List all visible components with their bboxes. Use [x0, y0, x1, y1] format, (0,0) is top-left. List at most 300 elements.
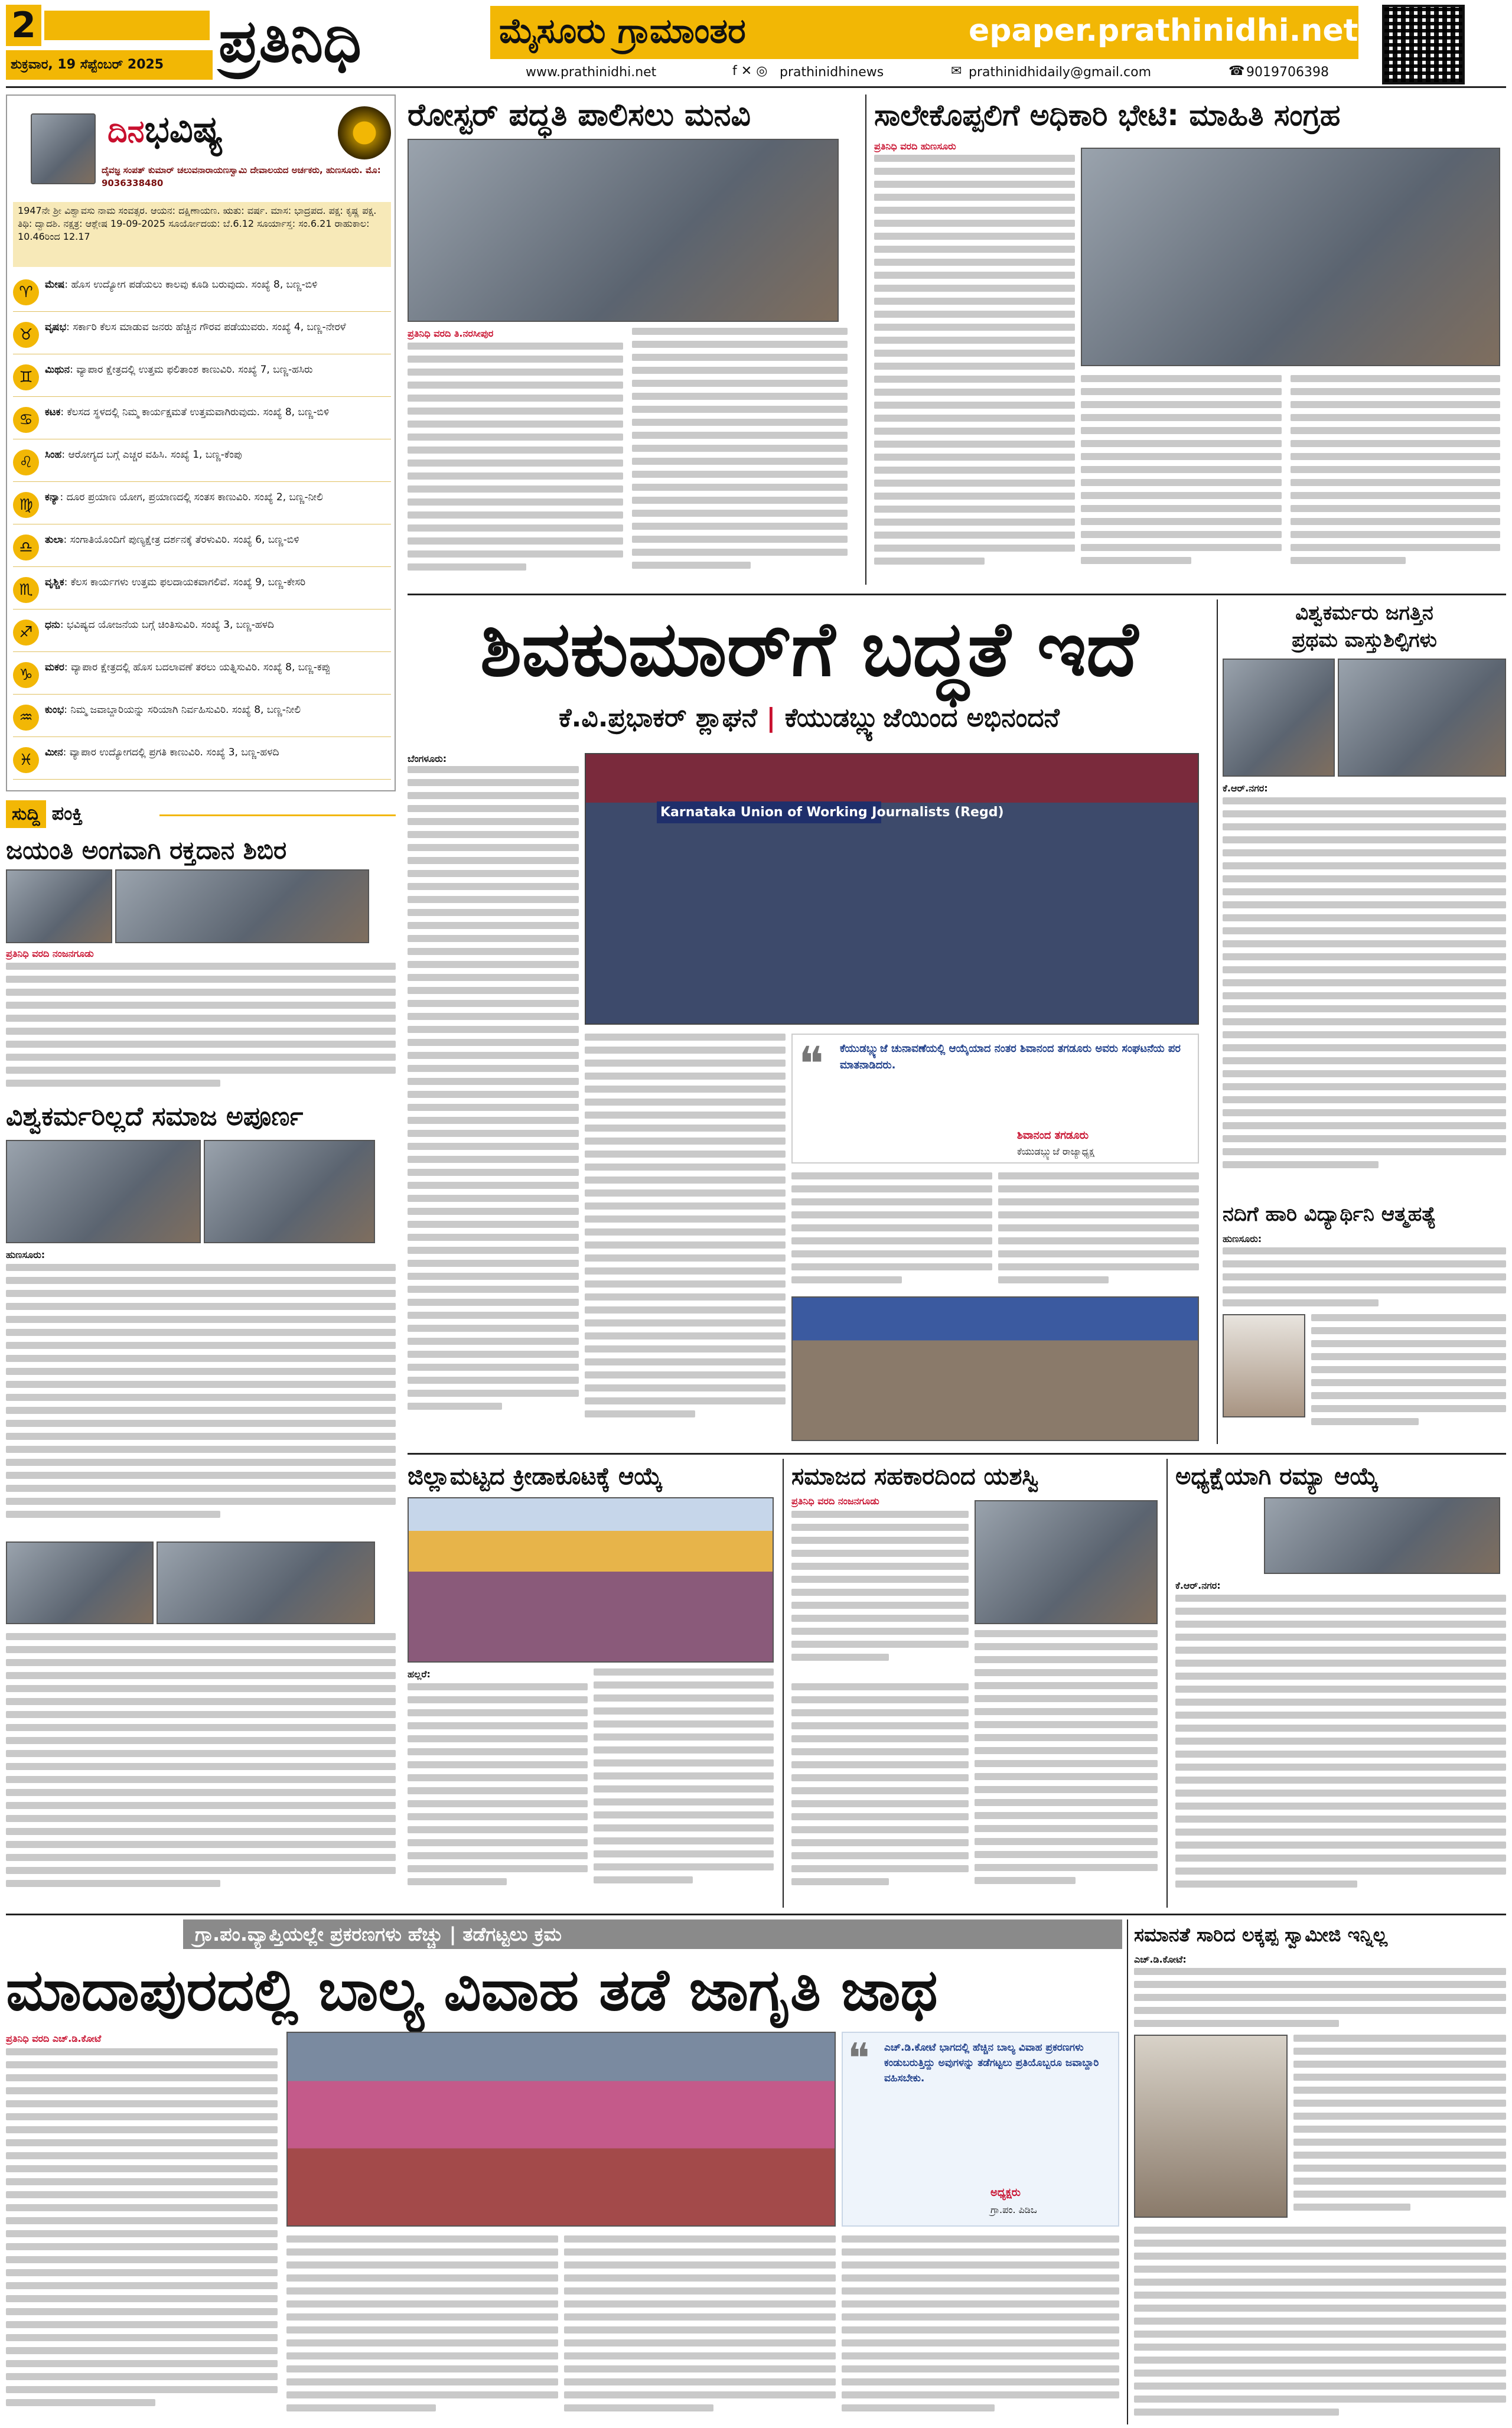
horoscope-box: [6, 94, 396, 791]
ramya-photo: [1264, 1497, 1500, 1574]
zodiac-sign-icon: ♑: [13, 662, 39, 688]
text-line: [975, 1877, 1076, 1884]
text-line: [408, 1247, 579, 1254]
article-suicide: [1223, 1199, 1506, 1444]
text-line: [842, 2287, 1119, 2295]
zodiac-separator: :: [60, 406, 67, 418]
x-icon[interactable]: ✕: [741, 64, 752, 79]
text-line: [1134, 2253, 1506, 2260]
article-child-marriage: [6, 1919, 1122, 2424]
text-line: [842, 2248, 1119, 2256]
text-line: [1291, 531, 1500, 538]
text-line: [6, 1511, 220, 1518]
article-ramya: [1175, 1459, 1506, 1908]
text-line: [594, 1707, 774, 1715]
text-line: [874, 558, 985, 565]
website-link[interactable]: www.prathinidhi.net: [526, 65, 657, 80]
text-line: [408, 1826, 588, 1833]
text-line: [1134, 2292, 1506, 2299]
text-line: [6, 1041, 396, 1048]
text-line: [6, 1264, 396, 1271]
text-line: [1293, 2035, 1506, 2042]
text-line: [585, 1358, 786, 1365]
zodiac-text: [45, 363, 313, 392]
masthead: [0, 0, 1512, 89]
text-line: [874, 168, 1075, 175]
zodiac-text: [45, 533, 299, 562]
text-line: [791, 1878, 889, 1885]
sahakara-body-col1: [791, 1511, 969, 1676]
text-line: [6, 1711, 396, 1718]
zodiac-name: ಮಕರ: [45, 661, 64, 673]
text-line: [874, 207, 1075, 214]
masthead-rule: [6, 86, 1506, 88]
text-line: [1311, 1340, 1506, 1347]
text-line: [6, 1737, 396, 1744]
main-body-col1: [408, 766, 579, 1439]
text-line: [6, 2048, 278, 2055]
vishwakarma-left-photo-1: [6, 1140, 201, 1243]
text-line: [6, 1841, 396, 1848]
text-line: [408, 395, 623, 402]
text-line: [975, 1630, 1158, 1637]
text-line: [791, 1276, 902, 1283]
text-line: [791, 1237, 992, 1244]
text-line: [1291, 492, 1500, 499]
text-line: [1081, 518, 1282, 525]
child-marriage-quote: ಎಚ್.ಡಿ.ಕೋಟೆ ಭಾಗದಲ್ಲಿ ಹೆಚ್ಚಿನ ಬಾಲ್ಯ ವಿವಾಹ ಪ್ರಕರಣಗಳು ಕಂಡುಬರುತ್ತಿದ್ದು ಅವುಗಳನ್ನು ತಡೆಗಟ್ಟಲು ಪ್ರತಿಯೊಬ್ಬರೂ ಜವಾಬ್ದಾರಿ ವಹಿಸಬೇಕು.: [884, 2042, 1099, 2084]
text-line: [1293, 2061, 1506, 2068]
child-marriage-body-col3: [564, 2235, 836, 2419]
main-body-col3: [791, 1172, 992, 1290]
text-line: [791, 1787, 969, 1794]
zodiac-name: ಮಿಥುನ: [45, 363, 70, 376]
text-line: [408, 472, 623, 480]
text-line: [408, 948, 579, 955]
child-marriage-body-col1: [6, 2048, 278, 2420]
text-line: [585, 1151, 786, 1158]
text-line: [1291, 401, 1500, 408]
text-line: [6, 1672, 396, 1679]
zodiac-row: [13, 528, 391, 567]
text-line: [874, 532, 1075, 539]
text-line: [975, 1734, 1158, 1741]
text-line: [6, 1028, 396, 1035]
text-line: [791, 1211, 992, 1218]
text-line: [1311, 1379, 1506, 1386]
text-line: [1175, 1816, 1506, 1823]
text-line: [6, 1355, 396, 1362]
zodiac-prediction: ಸಂಗಾತಿಯೊಂದಿಗೆ ಪುಣ್ಯಕ್ಷೇತ್ರ ದರ್ಶನಕ್ಕೆ ತೆರಳುವಿರಿ. ಸಂಖ್ಯೆ 6, ಬಣ್ಣ-ಬಿಳಿ: [70, 533, 299, 546]
text-line: [408, 343, 623, 350]
text-line: [1291, 453, 1500, 460]
text-line: [975, 1838, 1158, 1845]
text-line: [975, 1773, 1158, 1780]
sahakara-dateline: ಪ್ರತಿನಿಧಿ ವರದಿ ನಂಜನಗೂಡು: [791, 1495, 879, 1507]
text-line: [6, 1724, 396, 1731]
instagram-icon[interactable]: ◎: [756, 64, 768, 79]
text-line: [1175, 1686, 1506, 1693]
text-line: [842, 2235, 1119, 2243]
article-main: [408, 599, 1211, 1450]
text-line: [6, 1789, 396, 1796]
sports-dateline: ಹಲ್ಲರೆ:: [408, 1668, 431, 1680]
text-line: [286, 2365, 558, 2372]
text-line: [408, 485, 623, 493]
text-line: [1081, 479, 1282, 486]
vishwakarma-left-photo-2: [204, 1140, 375, 1243]
text-line: [408, 408, 623, 415]
text-line: [408, 1026, 579, 1033]
text-line: [286, 2274, 558, 2282]
child-marriage-dateline: ಪ್ರತಿನಿಧಿ ವರದಿ ಎಚ್.ಡಿ.ಕೋಟೆ: [6, 2033, 102, 2044]
text-line: [1081, 440, 1282, 447]
text-line: [6, 1763, 396, 1770]
text-line: [1223, 914, 1506, 921]
text-line: [1134, 2383, 1506, 2390]
zodiac-sign-icon: ♊: [13, 364, 39, 390]
text-line: [408, 1709, 588, 1716]
zodiac-sign-icon: ♌: [13, 449, 39, 475]
rule-under-top: [408, 594, 1506, 595]
text-line: [6, 1381, 396, 1388]
zodiac-separator: :: [60, 618, 67, 631]
text-line: [998, 1237, 1199, 1244]
text-line: [408, 987, 579, 994]
zodiac-separator: :: [64, 278, 71, 291]
text-line: [975, 1695, 1158, 1702]
text-line: [6, 2113, 278, 2120]
text-line: [408, 563, 526, 571]
text-line: [6, 1776, 396, 1783]
text-line: [286, 2287, 558, 2295]
text-line: [6, 1446, 396, 1453]
text-line: [6, 2061, 278, 2068]
text-line: [408, 1117, 579, 1124]
text-line: [6, 1433, 396, 1440]
text-line: [408, 779, 579, 786]
suicide-body-2: [1311, 1314, 1506, 1438]
text-line: [286, 2352, 558, 2359]
article-vishwakarma-left: [6, 1099, 396, 1530]
text-line: [6, 1472, 396, 1479]
text-line: [842, 2274, 1119, 2282]
text-line: [874, 454, 1075, 461]
text-line: [1134, 2007, 1506, 2014]
text-line: [1223, 1286, 1506, 1293]
text-line: [1081, 492, 1282, 499]
text-line: [408, 1078, 579, 1085]
text-line: [408, 1338, 579, 1345]
zodiac-row: [13, 273, 391, 312]
zodiac-text: [45, 320, 346, 350]
main-photo-2: [791, 1296, 1199, 1441]
text-line: [998, 1198, 1199, 1205]
zodiac-prediction: ದೂರ ಪ್ರಯಾಣ ಯೋಗ, ಪ್ರಯಾಣದಲ್ಲಿ ಸಂತಸ ಕಾಣುವಿರಿ. ಸಂಖ್ಯೆ 2, ಬಣ್ಣ-ನೀಲಿ: [66, 491, 323, 503]
zodiac-row: [13, 741, 391, 780]
zodiac-prediction: ನಿಮ್ಮ ಜವಾಬ್ದಾರಿಯನ್ನು ಸರಿಯಾಗಿ ನಿರ್ವಹಿಸುವಿರಿ. ಸಂಖ್ಯೆ 8, ಬಣ್ಣ-ನೀಲಿ: [70, 703, 301, 716]
text-line: [286, 2391, 558, 2398]
text-line: [6, 2165, 278, 2172]
swamiji-body-2: [1293, 2035, 1506, 2218]
text-line: [975, 1708, 1158, 1715]
text-line: [975, 1812, 1158, 1819]
text-line: [585, 1332, 786, 1340]
sahakara-photo: [975, 1500, 1158, 1624]
text-line: [408, 524, 623, 532]
text-line: [1081, 466, 1282, 473]
zodiac-name: ವೃಷಭ: [45, 321, 67, 333]
text-line: [1134, 2370, 1506, 2377]
sports-headline: ಜಿಲ್ಲಾಮಟ್ಟದ ಕ್ರೀಡಾಕೂಟಕ್ಕೆ ಆಯ್ಕೆ: [408, 1463, 663, 1490]
sports-body-col2: [594, 1668, 774, 1902]
text-line: [975, 1864, 1158, 1871]
text-line: [408, 369, 623, 376]
text-line: [585, 1306, 786, 1314]
text-line: [874, 233, 1075, 240]
text-line: [1223, 1109, 1506, 1116]
text-line: [842, 2326, 1119, 2334]
salekoppalu-body-col2: [1081, 375, 1282, 579]
text-line: [1291, 544, 1500, 551]
qr-code-icon[interactable]: [1382, 5, 1465, 84]
text-line: [594, 1811, 774, 1818]
text-line: [1223, 823, 1506, 830]
text-line: [6, 1067, 396, 1074]
text-line: [632, 354, 848, 361]
text-line: [1223, 1044, 1506, 1051]
facebook-icon[interactable]: f: [732, 64, 737, 79]
text-line: [1175, 1647, 1506, 1654]
text-line: [632, 510, 848, 517]
text-line: [6, 1277, 396, 1284]
text-line: [1134, 2305, 1506, 2312]
text-line: [1223, 1070, 1506, 1077]
text-line: [408, 382, 623, 389]
text-line: [1291, 414, 1500, 421]
text-line: [791, 1641, 969, 1648]
zodiac-text: [45, 575, 305, 605]
text-line: [791, 1550, 969, 1557]
text-line: [842, 2313, 1119, 2321]
sahakara-body-col1b: [791, 1683, 969, 1902]
date-bar-top: [44, 11, 210, 40]
text-line: [842, 2391, 1119, 2398]
text-line: [791, 1563, 969, 1570]
text-line: [408, 1065, 579, 1072]
text-line: [408, 1735, 588, 1742]
text-line: [408, 922, 579, 929]
text-line: [1293, 2139, 1506, 2146]
text-line: [791, 1198, 992, 1205]
quote-mark-icon: ❝: [799, 1037, 825, 1091]
horoscope-title-main: ಭವಿಷ್ಯ: [144, 107, 223, 151]
text-line: [6, 1802, 396, 1809]
zodiac-name: ಕಟಕ: [45, 406, 61, 418]
text-line: [791, 1709, 969, 1716]
text-line: [1223, 1018, 1506, 1025]
text-line: [791, 1524, 969, 1531]
text-line: [594, 1772, 774, 1780]
zodiac-sign-icon: ♋: [13, 407, 39, 433]
text-line: [594, 1746, 774, 1754]
text-line: [874, 441, 1075, 448]
zodiac-separator: :: [64, 576, 71, 588]
text-line: [1175, 1621, 1506, 1628]
article-blood: [6, 833, 396, 1093]
text-line: [6, 1646, 396, 1653]
zodiac-separator: :: [61, 448, 69, 461]
text-line: [975, 1760, 1158, 1767]
text-line: [408, 459, 623, 467]
rule-child-swamiji: [1127, 1919, 1128, 2424]
email-icon: ✉: [951, 64, 962, 79]
zodiac-text: [45, 448, 242, 477]
text-line: [1134, 2409, 1339, 2416]
text-line: [632, 536, 848, 543]
text-line: [1081, 427, 1282, 434]
zodiac-prediction: ವ್ಯಾಪಾರ ಕ್ಷೇತ್ರದಲ್ಲಿ ಉತ್ತಮ ಫಲಿತಾಂಶ ಕಾಣುವಿರಿ. ಸಂಖ್ಯೆ 7, ಬಣ್ಣ-ಹಸಿರು: [76, 363, 313, 376]
text-line: [408, 1761, 588, 1768]
text-line: [594, 1668, 774, 1676]
text-line: [6, 1828, 396, 1835]
text-line: [874, 350, 1075, 357]
text-line: [1175, 1790, 1506, 1797]
text-line: [1081, 531, 1282, 538]
email-link[interactable]: prathinidhidaily@gmail.com: [969, 65, 1152, 80]
text-line: [1134, 2279, 1506, 2286]
text-line: [594, 1759, 774, 1767]
text-line: [408, 1286, 579, 1293]
text-line: [6, 1303, 396, 1310]
vishwakarma-right-body: [1223, 797, 1506, 1187]
text-line: [791, 1511, 969, 1518]
text-line: [286, 2339, 558, 2346]
text-line: [585, 1215, 786, 1223]
ramya-dateline: ಕೆ.ಆರ್.ನಗರ:: [1175, 1580, 1221, 1591]
phone-number[interactable]: 9019706398: [1246, 65, 1329, 80]
text-line: [1293, 2100, 1506, 2107]
text-line: [594, 1824, 774, 1831]
epaper-link[interactable]: epaper.prathinidhi.net: [969, 13, 1358, 48]
text-line: [1291, 518, 1500, 525]
text-line: [408, 766, 579, 773]
text-line: [408, 1208, 579, 1215]
text-line: [998, 1263, 1199, 1270]
text-line: [1223, 992, 1506, 999]
text-line: [791, 1722, 969, 1729]
text-line: [1223, 1122, 1506, 1129]
text-line: [6, 1329, 396, 1336]
text-line: [408, 1800, 588, 1807]
text-line: [408, 1013, 579, 1020]
article-swamiji: [1134, 1919, 1506, 2424]
vishwakarma-left-dateline: ಹುಣಸೂರು:: [6, 1249, 45, 1260]
text-line: [1223, 979, 1506, 986]
text-line: [408, 1403, 502, 1410]
main-subhead-right: ಕೆಯುಡಬ್ಲ್ಯುಜೆಯಿಂದ ಅಭಿನಂದನೆ: [784, 703, 1060, 733]
text-line: [6, 2217, 278, 2224]
suddi-prefix: ಸುದ್ದಿ: [6, 800, 46, 828]
text-line: [408, 1195, 579, 1202]
sign-list: [13, 273, 391, 787]
text-line: [585, 1125, 786, 1132]
social-handle[interactable]: prathinidhinews: [780, 65, 884, 80]
child-marriage-body-col4: [842, 2235, 1119, 2419]
text-line: [408, 1130, 579, 1137]
text-line: [585, 1202, 786, 1210]
swamiji-photo: [1134, 2035, 1288, 2218]
blood-photo-2: [115, 869, 369, 943]
text-line: [998, 1185, 1199, 1192]
vishwakarma-right-dateline: ಕೆ.ಆರ್.ನಗರ:: [1223, 783, 1268, 794]
zodiac-prediction: ಸರ್ಕಾರಿ ಕೆಲಸ ಮಾಡುವ ಜನರು ಹೆಚ್ಚಿನ ಗೌರವ ಪಡೆಯುವರು. ಸಂಖ್ಯೆ 4, ಬಣ್ಣ-ನೇರಳೆ: [73, 321, 346, 333]
text-line: [874, 402, 1075, 409]
text-line: [408, 1787, 588, 1794]
horoscope-title-prefix: ದಿನ: [107, 114, 145, 149]
text-line: [632, 458, 848, 465]
phone-icon: ☎: [1228, 64, 1245, 79]
text-line: [408, 1312, 579, 1319]
text-line: [632, 549, 848, 556]
text-line: [594, 1798, 774, 1805]
text-line: [408, 1234, 579, 1241]
zodiac-row: [13, 698, 391, 737]
text-line: [975, 1682, 1158, 1689]
zodiac-row: [13, 613, 391, 652]
date-bar: [6, 50, 213, 80]
text-line: [791, 1826, 969, 1833]
text-line: [6, 2139, 278, 2146]
text-line: [6, 2347, 278, 2354]
text-line: [6, 1420, 396, 1427]
main-quote-text: ಕೆಯುಡಬ್ಲ್ಯುಜೆ ಚುನಾವಣೆಯಲ್ಲಿ ಆಯ್ಕೆಯಾದ ನಂತರ ಶಿವಾನಂದ ತಗಡೂರು ಅವರು ಸಂಘಟನೆಯ ಪರ ಮಾತನಾಡಿದರು.: [840, 1042, 1181, 1071]
logo-text: ಪ್ರತಿನಿಧಿ: [219, 6, 361, 76]
zodiac-row: [13, 571, 391, 610]
text-line: [6, 1054, 396, 1061]
text-line: [594, 1863, 774, 1870]
rule-main-right: [1217, 599, 1218, 1444]
text-line: [564, 2378, 836, 2385]
social-icons: [732, 64, 767, 79]
text-line: [408, 1865, 588, 1872]
text-line: [791, 1250, 992, 1257]
text-line: [1223, 966, 1506, 973]
zodiac-text: [45, 703, 301, 732]
text-line: [408, 857, 579, 864]
main-subhead-left: ಕೆ.ವಿ.ಪ್ರಭಾಕರ್ ಶ್ಲಾಘನೆ: [559, 703, 758, 733]
swamiji-dateline: ಎಚ್.ಡಿ.ಕೋಟೆ:: [1134, 1954, 1187, 1965]
vishwakarma-left-body: [6, 1264, 396, 1524]
text-line: [1291, 466, 1500, 473]
text-line: [874, 363, 1075, 370]
text-line: [585, 1280, 786, 1288]
text-line: [408, 1091, 579, 1098]
zodiac-text: [45, 490, 323, 520]
zodiac-sign-icon: ♏: [13, 577, 39, 603]
zodiac-wheel-icon: [338, 106, 391, 159]
text-line: [6, 2399, 155, 2406]
text-line: [1081, 505, 1282, 512]
rule-bottom-section: [6, 1914, 1506, 1915]
text-line: [286, 2261, 558, 2269]
text-line: [975, 1799, 1158, 1806]
quote-mark-icon: ❝: [848, 2034, 870, 2082]
text-line: [874, 181, 1075, 188]
astrologer-avatar: [31, 113, 96, 184]
text-line: [1311, 1353, 1506, 1360]
text-line: [585, 1073, 786, 1080]
